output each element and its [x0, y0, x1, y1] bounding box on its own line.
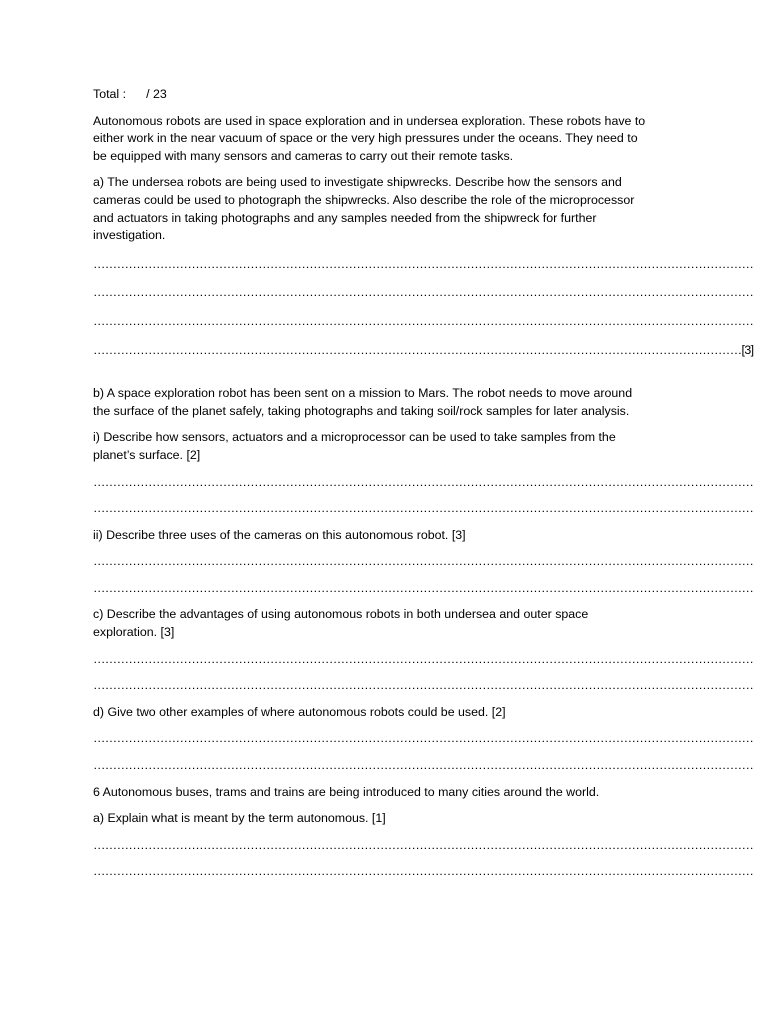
question-a-line: and actuators in taking photographs and any samples needed from the shipwreck for further — [93, 210, 597, 225]
answer-line-with-marks[interactable]: …………………………………………………………………………………………………………………………………………………[3] — [93, 342, 754, 357]
answer-line[interactable]: …………………………………………………………………………………………………………………………………………………… — [93, 256, 754, 271]
answer-line[interactable]: …………………………………………………………………………………………………………………………………………………… — [93, 837, 754, 852]
question-c — [93, 606, 683, 641]
question-a — [93, 174, 683, 244]
question-a-line: a) The undersea robots are being used to investigate shipwrecks. Describe how the sensors and — [93, 175, 622, 190]
answer-line[interactable]: …………………………………………………………………………………………………………………………………………………… — [93, 731, 754, 746]
answer-line[interactable]: …………………………………………………………………………………………………………………………………………………… — [93, 313, 754, 328]
intro-paragraph — [93, 113, 683, 166]
worksheet-page — [93, 86, 754, 881]
question-a-line: cameras could be used to photograph the shipwrecks. Also describe the role of the microprocessor — [93, 192, 635, 207]
question-b-i — [93, 429, 683, 464]
question-b-line: b) A space exploration robot has been sent on a mission to Mars. The robot needs to move around — [93, 386, 633, 401]
question-b-ii: ii) Describe three uses of the cameras on this autonomous robot. [3] — [93, 527, 466, 542]
question-b — [93, 385, 683, 420]
intro-line: Autonomous robots are used in space exploration and in undersea exploration. These robots have to — [93, 113, 646, 128]
question-a-line: investigation. — [93, 228, 166, 243]
intro-line: either work in the near vacuum of space or the very high pressures under the oceans. They need to — [93, 131, 638, 146]
answer-line[interactable]: …………………………………………………………………………………………………………………………………………………… — [93, 864, 754, 879]
answer-line[interactable]: …………………………………………………………………………………………………………………………………………………… — [93, 651, 754, 666]
answer-line[interactable]: …………………………………………………………………………………………………………………………………………………… — [93, 501, 754, 516]
spacer — [93, 359, 683, 376]
question-6-a: a) Explain what is meant by the term autonomous. [1] — [93, 811, 386, 826]
question-c-line: c) Describe the advantages of using autonomous robots in both undersea and outer space — [93, 607, 589, 622]
total-score — [93, 86, 683, 104]
answer-line[interactable]: …………………………………………………………………………………………………………………………………………………… — [93, 285, 754, 300]
question-b-i-line: planet’s surface. [2] — [93, 447, 201, 462]
intro-line: be equipped with many sensors and cameras to carry out their remote tasks. — [93, 148, 514, 163]
question-d: d) Give two other examples of where autonomous robots could be used. [2] — [93, 704, 506, 719]
question-b-line: the surface of the planet safely, taking photographs and taking soil/rock samples for later analysis. — [93, 403, 630, 418]
answer-line[interactable]: …………………………………………………………………………………………………………………………………………………… — [93, 474, 754, 489]
answer-line[interactable]: …………………………………………………………………………………………………………………………………………………… — [93, 580, 754, 595]
answer-line[interactable]: …………………………………………………………………………………………………………………………………………………… — [93, 554, 754, 569]
total-label: Total : — [93, 87, 127, 101]
answer-line[interactable]: …………………………………………………………………………………………………………………………………………………… — [93, 758, 754, 773]
question-c-line: exploration. [3] — [93, 625, 175, 640]
question-6: 6 Autonomous buses, trams and trains are being introduced to many cities around the world. — [93, 784, 600, 799]
total-value: / 23 — [146, 87, 167, 101]
question-b-i-line: i) Describe how sensors, actuators and a microprocessor can be used to take samples from the — [93, 430, 616, 445]
answer-line[interactable]: …………………………………………………………………………………………………………………………………………………… — [93, 678, 754, 693]
